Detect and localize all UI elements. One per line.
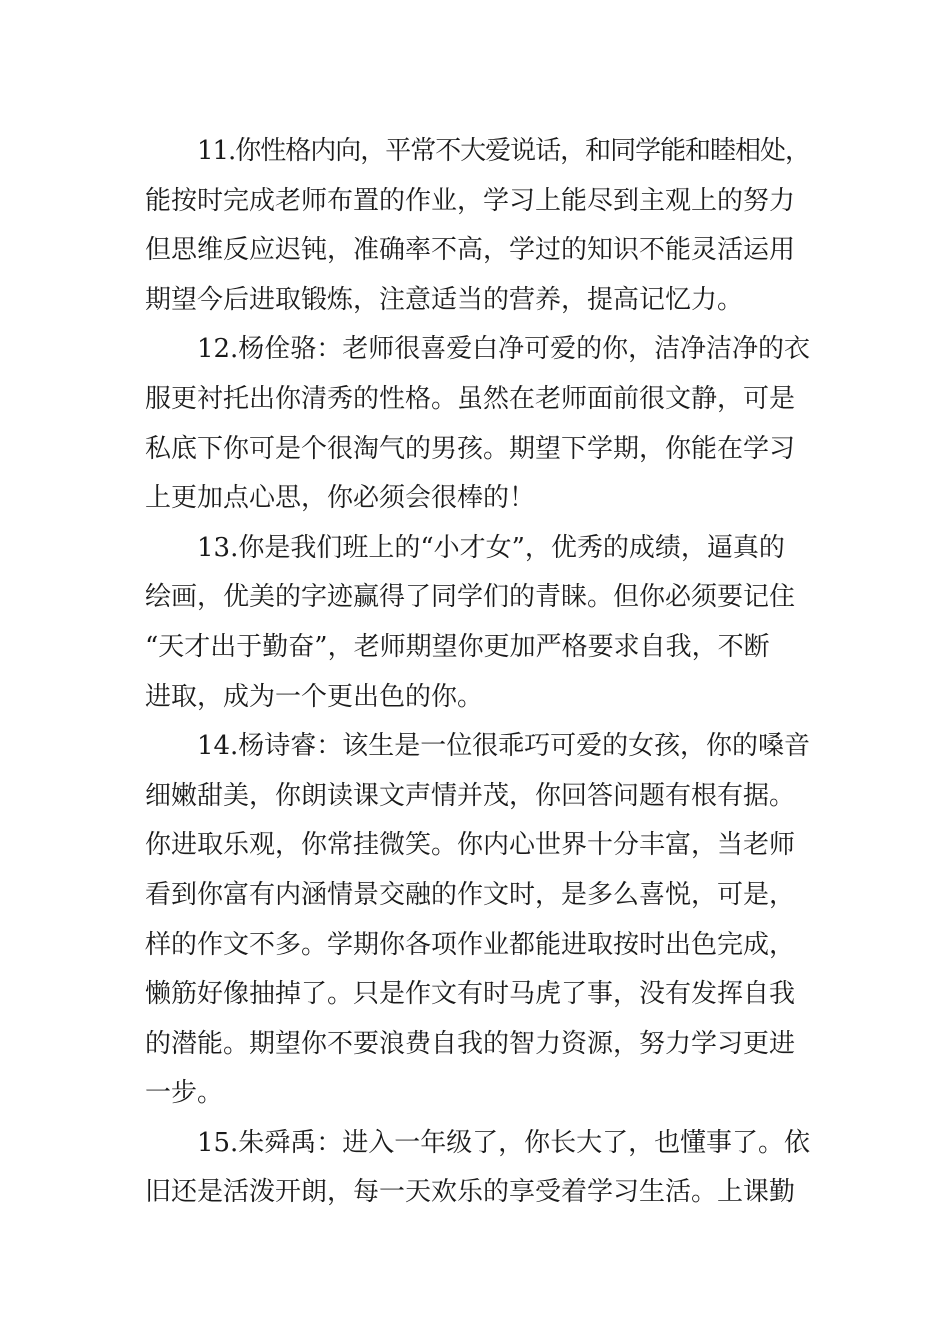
text-line: 12.杨佺骆：老师很喜爱白净可爱的你，洁净洁净的衣: [197, 334, 810, 365]
text-line: 懒筋好像抽掉了。只是作文有时马虎了事，没有发挥自我: [145, 979, 796, 1010]
text-line: 细嫩甜美，你朗读课文声情并茂，你回答问题有根有据。: [145, 780, 796, 811]
text-line: 11.你性格内向，平常不大爱说话，和同学能和睦相处，: [197, 136, 810, 166]
document-body: [145, 127, 810, 1218]
text-line: 私底下你可是个很淘气的男孩。期望下学期，你能在学习: [145, 433, 796, 464]
text-line: 14.杨诗睿：该生是一位很乖巧可爱的女孩，你的嗓音: [197, 731, 810, 762]
text-line: 绘画，优美的字迹赢得了同学们的青睐。但你必须要记住: [145, 582, 796, 613]
text-line: 样的作文不多。学期你各项作业都能进取按时出色完成，: [145, 929, 796, 960]
text-line: 13.你是我们班上的“小才女”，优秀的成绩，逼真的: [197, 532, 785, 563]
text-line: 你进取乐观，你常挂微笑。你内心世界十分丰富，当老师: [145, 830, 796, 861]
text-line: 看到你富有内涵情景交融的作文时，是多么喜悦，可是，: [145, 879, 796, 910]
text-line: 进取，成为一个更出色的你。: [145, 681, 484, 712]
text-line: 服更衬托出你清秀的性格。虽然在老师面前很文静，可是: [145, 383, 796, 414]
text-line: 15.朱舜禹：进入一年级了，你长大了，也懂事了。依: [197, 1127, 810, 1158]
text-line: 但思维反应迟钝，准确率不高，学过的知识不能灵活运用: [145, 235, 796, 266]
text-line: 能按时完成老师布置的作业，学习上能尽到主观上的努力: [145, 185, 796, 216]
text-line: 期望今后进取锻炼，注意适当的营养，提高记忆力。: [145, 284, 744, 315]
text-line: “天才出于勤奋”，老师期望你更加严格要求自我，不断: [145, 631, 770, 662]
text-line: 上更加点心思，你必须会很棒的！: [145, 483, 536, 514]
text-line: 一步。: [145, 1078, 224, 1109]
text-line: 的潜能。期望你不要浪费自我的智力资源，努力学习更进: [145, 1028, 796, 1059]
text-line: 旧还是活泼开朗，每一天欢乐的享受着学习生活。上课勤: [145, 1177, 796, 1208]
